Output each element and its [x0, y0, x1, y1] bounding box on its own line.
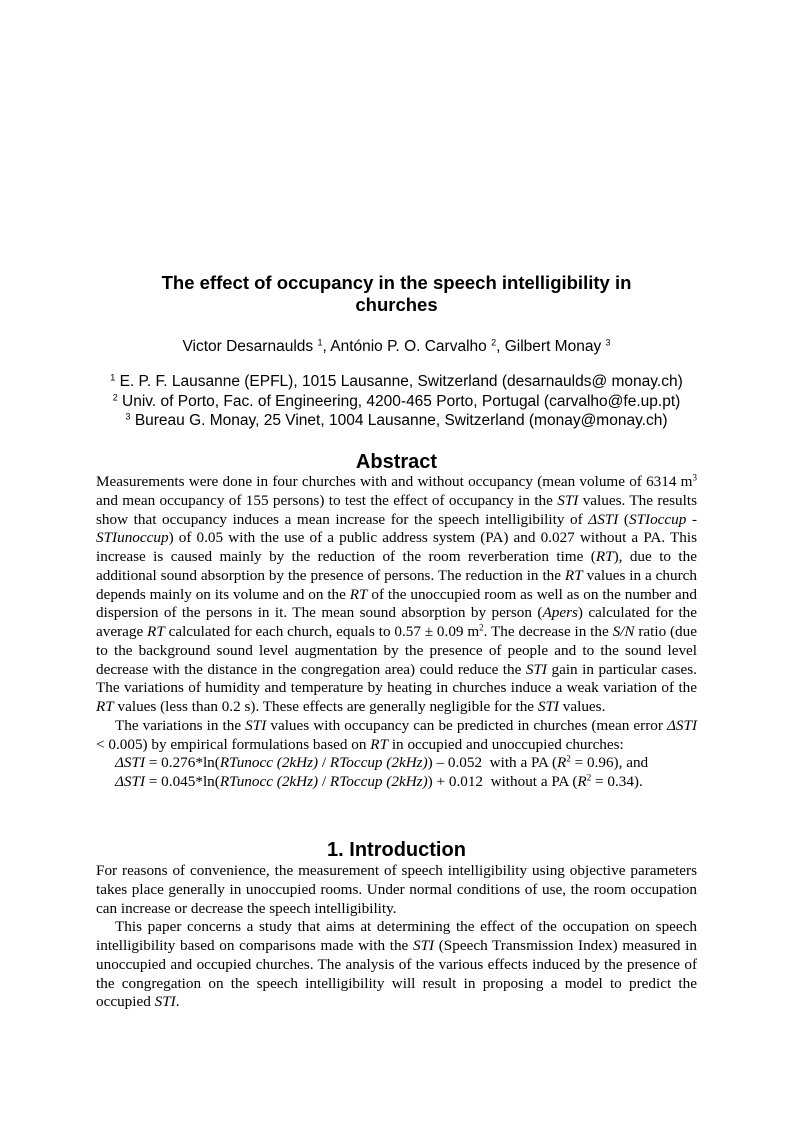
italic-term: STI [245, 716, 267, 734]
text-run: values with occupancy can be predicted in churches (mean error [266, 716, 667, 734]
text-run: ratio (due to the background sound level augmentation by the presence of people and to the sound level decrease with the distance in the congregation area) could reduce the [96, 623, 697, 678]
paper-title [96, 272, 697, 316]
italic-term: RT [564, 566, 583, 584]
italic-term: STI [412, 937, 435, 954]
italic-term: STIoccup - STIunoccup [96, 510, 698, 547]
introduction-heading: 1. Introduction [327, 839, 466, 861]
text-run: gain in particular cases. The variations of humidity and temperature by heating in churches induce a weak variation of the [96, 660, 697, 697]
affiliation-list [96, 372, 697, 431]
italic-term: ΔSTI [115, 773, 146, 790]
author-name: António P. O. Carvalho [330, 338, 487, 355]
text-run: calculated for each church, equals to 0.57 ± 0.09 m [164, 623, 480, 640]
title-line-2: churches [355, 294, 438, 315]
italic-term: ΔSTI [115, 754, 146, 772]
italic-term: R [557, 754, 567, 772]
text-run: ) + 0.012 without a PA ( [427, 773, 578, 790]
text-run: This paper concerns a study that aims at determining the effect of the occupation on speech intelligibility based on comparisons made with the [96, 918, 697, 954]
author-list [96, 337, 697, 357]
superscript: 2 [566, 753, 571, 764]
superscript: 2 [479, 622, 484, 633]
superscript: 2 [586, 772, 592, 783]
text-run: = 0.34). [591, 773, 643, 790]
text-run: . [175, 993, 180, 1011]
affiliation-text: Univ. of Porto, Fac. of Engineering, 4200-465 Porto, Portugal (carvalho@fe.up.pt) [122, 392, 681, 410]
italic-term: Apers [542, 604, 578, 622]
text-run: Measurements were done in four churches with and without occupancy (mean volume of 6314 m [96, 473, 693, 490]
text-run: ) – 0.052 with a PA ( [427, 754, 558, 772]
italic-term: RT [96, 698, 114, 715]
text-run: / [318, 773, 330, 790]
italic-term: RTunocc (2kHz) [219, 773, 319, 790]
italic-term: S/N [612, 623, 635, 640]
text-run: values in a church depends mainly on its volume and on the [96, 566, 697, 603]
affiliation-mark: 1 [110, 372, 116, 383]
text-run: and mean occupancy of 155 persons) to test the effect of occupancy in the [96, 491, 558, 509]
italic-term: STI [525, 660, 547, 678]
text-run: = 0.276*ln( [145, 754, 220, 772]
italic-term: STI [557, 491, 579, 509]
italic-term: RTunocc (2kHz) [219, 754, 319, 772]
introduction-paragraph-2 [96, 918, 697, 1012]
author-affiliation-mark: 1 [317, 337, 323, 348]
text-run: of the unoccupied room as well as on the number and dispersion of the persons in it. The mean sound absorption by person ( [96, 585, 697, 622]
introduction-paragraph-1: For reasons of convenience, the measurement of speech intelligibility using objective parameters takes place generally in unoccupied rooms. Under normal conditions of use, the room occupation can increase or decrease the speech intelligibility. [96, 862, 697, 917]
italic-term: RT [370, 735, 389, 753]
italic-term: RT [595, 548, 614, 565]
italic-term: ΔSTI [588, 510, 619, 528]
abstract-paragraph-2 [96, 717, 697, 755]
author-name: Gilbert Monay [504, 338, 602, 355]
text-run: / [318, 754, 330, 772]
author-affiliation-mark: 2 [491, 337, 497, 348]
italic-term: ΔSTI [666, 716, 697, 734]
italic-term: RT [147, 623, 165, 640]
affiliation-item [96, 411, 697, 431]
text-run: = 0.045*ln( [145, 773, 220, 790]
italic-term: RToccup (2kHz) [329, 754, 428, 772]
text-run: ), due to the additional sound absorption by the presence of persons. The reduction in the [96, 548, 697, 584]
text-run: ( [618, 510, 629, 528]
italic-term: STI [537, 698, 559, 715]
text-run: = 0.96), and [570, 754, 649, 772]
text-run: . The decrease in the [483, 623, 613, 640]
affiliation-mark: 3 [125, 411, 131, 422]
text-run: The variations in the [115, 716, 246, 734]
title-line-1: The effect of occupancy in the speech intelligibility in [161, 272, 632, 293]
author-affiliation-mark: 3 [605, 337, 611, 348]
text-run: ) of 0.05 with the use of a public address system (PA) and 0.027 without a PA. This increase is caused mainly by the reduction of the room reverberation time ( [96, 529, 697, 565]
equation-with-pa [96, 754, 697, 773]
introduction-body [96, 862, 697, 1012]
text-run: ) calculated for the average [96, 604, 698, 640]
text-run: (Speech Transmission Index) measured in unoccupied and occupied churches. The analysis of the various effects induced by the presence of the congregation on the speech intelligibility will result in proposing a model to predict the occupied [96, 937, 697, 1011]
text-run: values (less than 0.2 s). These effects are generally negligible for the [113, 698, 538, 715]
affiliation-text: E. P. F. Lausanne (EPFL), 1015 Lausanne, Switzerland (desarnaulds@ monay.ch) [119, 373, 683, 390]
text-run: in occupied and unoccupied churches: [388, 735, 624, 753]
equation-without-pa [96, 773, 697, 792]
italic-term: R [577, 773, 587, 790]
italic-term: RT [349, 585, 368, 603]
abstract-heading: Abstract [355, 451, 438, 473]
italic-term: RToccup (2kHz) [329, 773, 428, 790]
affiliation-text: Bureau G. Monay, 25 Vinet, 1004 Lausanne, Switzerland (monay@monay.ch) [134, 412, 668, 429]
abstract-paragraph-1 [96, 473, 697, 717]
affiliation-mark: 2 [112, 392, 118, 403]
author-separator: , [322, 338, 331, 355]
italic-term: STI [154, 993, 176, 1011]
author-separator: , [496, 338, 505, 355]
affiliation-item [96, 372, 697, 392]
affiliation-item [96, 392, 697, 412]
superscript: 3 [692, 472, 697, 483]
author-name: Victor Desarnaulds [182, 338, 314, 355]
text-run: < 0.005) by empirical formulations based on [96, 735, 371, 753]
abstract-body [96, 473, 697, 792]
text-run: values. The results show that occupancy induces a mean increase for the speech intelligibility of [96, 491, 697, 528]
text-run: values. [558, 698, 606, 715]
